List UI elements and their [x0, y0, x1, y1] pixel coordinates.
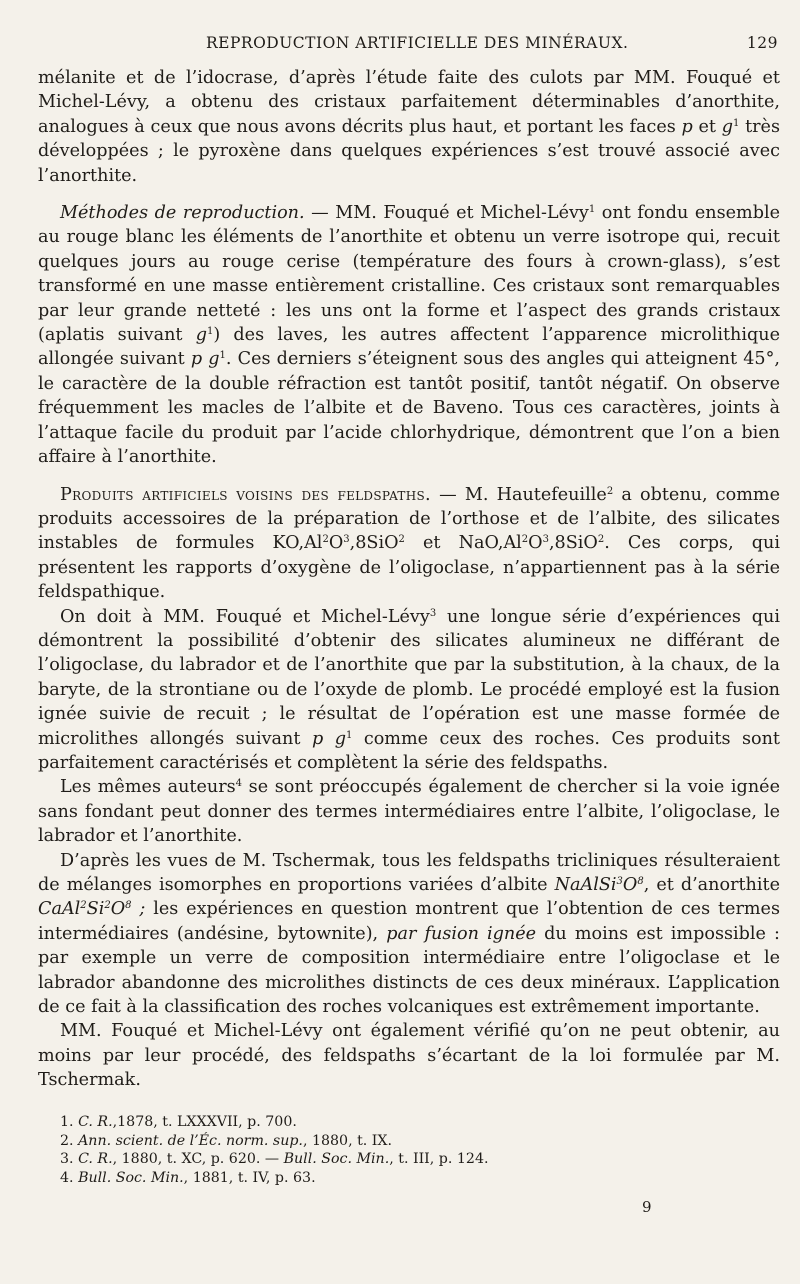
paragraph-experiments: On doit à MM. Fouqué et Michel-Lévy$^3$ une longue série d’expériences qui démontrent la possibilité d’obtenir des silicates alumineux ne différant de l’oligoclase, du labrador et de l’anorthite que par la substitution, à la chaux, de la baryte, de la strontiane ou de l’oxyde de plomb. Le procédé employé est la fusion ignée suivie de recuit ; le résultat de l’opération est une masse formée de microlithes allongés suivant p $g^1$ comme ceux des roches. Ces produits sont parfaitement caractérisés et complètent la série des feldspaths.	[38, 606, 780, 773]
paragraph-tschermak: D’après les vues de M. Tschermak, tous les feldspaths tricliniques résulteraient de mélanges isomorphes en proportions variées d’albite $NaAlSi^3O^8$, et d’anorthite $CaAl^2Si^2O^8$ ; les expériences en question montrent que l’obtention de ces termes intermédiaires (andésine, bytownite), par fusion ignée du moins est impossible : par exemple un verre de composition intermédiaire entre l’oligoclase et le labrador abandonne des microlithes distincts de ces deux minéraux. L’application de ce fait à la classification des roches volcaniques est extrêmement importante.	[38, 850, 781, 1018]
footnote-ref-3: 3	[429, 607, 437, 619]
body-text	[38, 66, 780, 1093]
signature-mark: 9	[642, 1198, 652, 1216]
footnote-1: 1. C. R.,1878, t. LXXXVII, p. 700.	[60, 1114, 297, 1130]
running-title: REPRODUCTION ARTIFICIELLE DES MINÉRAUX.	[206, 34, 629, 52]
formula-anorthite: $CaAl^2Si^2O^8$ ;	[38, 899, 146, 920]
footnote-ref-4: 4	[235, 778, 243, 790]
footnotes	[60, 1113, 780, 1187]
footnote-3: 3. C. R., 1880, t. XC, p. 620. — Bull. Soc. Min., t. III, p. 124.	[60, 1151, 489, 1168]
footnote-4: 4. Bull. Soc. Min., 1881, t. IV, p. 63.	[60, 1169, 316, 1186]
footnote-ref-1: 1	[588, 204, 596, 216]
footnote-ref-2: 2	[606, 485, 614, 497]
footnote-2: 2. Ann. scient. de l’Éc. norm. sup., 1880, t. IX.	[60, 1132, 393, 1149]
page-header	[38, 34, 780, 56]
paragraph-verification: MM. Fouqué et Michel-Lévy ont également vérifié qu’on ne peut obtenir, au moins par leur procédé, des feldspaths s’écartant de la loi formulée par M. Tschermak.	[38, 1021, 780, 1091]
formula-albite: $NaAlSi^3O^8$	[554, 875, 644, 895]
section-heading-products: Produits artificiels voisins des feldspaths.	[60, 484, 431, 505]
paragraph-methods: Méthodes de reproduction. — MM. Fouqué et Michel-Lévy$^1$ ont fondu ensemble au rouge blanc les éléments de l’anorthite et obtenu un verre isotrope qui, recuit quelques jours au rouge cerise (température des fours à crown-glass), s’est transformé en une masse entièrement cristalline. Ces cristaux sont remarquables par leur grande netteté : les uns ont la forme et l’aspect des grands cristaux (aplatis suivant $g^1$) des laves, les autres affectent l’apparence microlithique allongée suivant p $g^1$. Ces derniers s’éteignent sous des angles qui atteignent 45°, le caractère de la double réfraction est tantôt positif, tantôt négatif. On observe fréquemment les macles de l’albite et de Baveno. Tous ces caractères, joints à l’attaque facile du produit par l’acide chlorhydrique, démontrent que l’on a bien affaire à l’anorthite.	[38, 203, 781, 468]
paragraph-continuation: mélanite et de l’idocrase, d’après l’étude faite des culots par MM. Fouqué et Michel-Lévy, a obtenu des cristaux parfaitement déterminables d’anorthite, analogues à ceux que nous avons décrits plus haut, et portant les faces p et $g^1$ très développées ; le pyroxène dans quelques expériences s’est trouvé associé avec l’anorthite.	[38, 68, 780, 186]
paragraph-products: Produits artificiels voisins des feldspaths. — M. Hautefeuille$^2$ a obtenu, comme produits accessoires de la préparation de l’orthose et de l’albite, des silicates instables de formules $KO,Al^2O^3,8SiO^2$ et $NaO,Al^2O^3,8SiO^2$. Ces corps, qui présentent les rapports d’oxygène de l’oligoclase, n’appartiennent pas à la série feldspathique.	[38, 484, 780, 603]
paragraph-authors: Les mêmes auteurs$^4$ se sont préoccupés également de chercher si la voie ignée sans fondant peut donner des termes intermédiaires entre l’albite, l’oligoclase, le labrador et l’anorthite.	[38, 777, 780, 847]
section-heading-methods: Méthodes de reproduction.	[60, 203, 305, 224]
page-number: 129	[746, 34, 778, 52]
emphasis-fusion: par fusion ignée	[386, 923, 537, 944]
